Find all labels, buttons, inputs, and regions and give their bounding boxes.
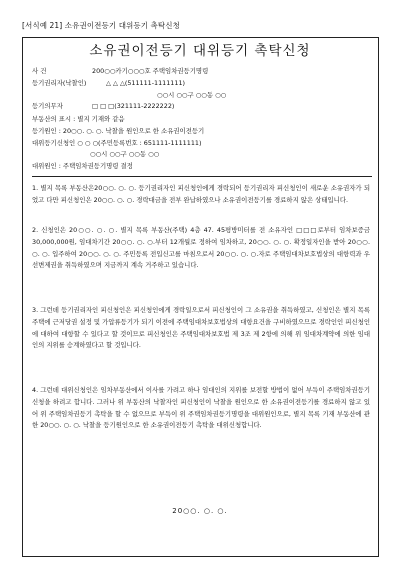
party-label: 등기권리자(낙찰인) — [32, 78, 87, 87]
party-value: ○○시 ○○구 ○○동 ○○ — [157, 90, 227, 99]
separator-line — [32, 176, 372, 177]
paragraph-1: 1. 별지 목록 부동산은20○○. ○. ○. 등기권리자인 피신청인에게 경락되어 등기권리자 피신청인이 새로운 소유권자가 되었고 다만 피신청인은 20○○. ○. ○. 경락대금을 전부 완납하였으나 소유권이전등기를 경료하지 않은 상태입니다. — [32, 184, 370, 204]
party-value: △ △ △(511111-1111111) — [106, 78, 186, 87]
form-number: [서식예 21] 소유권이전등기 대위등기 촉탁신청 — [22, 21, 180, 30]
party-label: 사 건 — [32, 67, 47, 75]
paragraph-4: 4. 그런데 대위신청인은 임차부동산에서 이사를 가려고 하나 임대인의 지위를 보전할 방법이 없어 부득이 주택임차권등기신청을 하려고 합니다. 그러나 위 부동산의 낙찰자인 피신청인이 낙찰을 원인으로 한 소유권이전등기를 경료하지 않고 있어 위 주택임차권등기 촉탁을 할 수 없으므로 부득이 위 주택임차권등기명령을 대위원인으로, 별지 목록 기재 부동산에 관한 20○○. ○. ○. 낙찰을 등기원인으로 한 소유권이전등기 촉탁을 대위신청합니다. — [32, 386, 370, 430]
party-value: □ □ □(321111-2222222) — [92, 102, 175, 111]
detail-cause: 등기원인 : 20○○. ○. ○. 낙찰을 원인으로 한 소유권이전등기 — [32, 126, 205, 135]
detail-property: 부동산의 표시 : 별지 기재와 같음 — [32, 115, 125, 123]
party-row-address — [32, 90, 226, 102]
party-row-right-holder — [32, 78, 226, 90]
details-block — [32, 114, 204, 173]
detail-applicant-address — [32, 149, 204, 161]
party-value: 200○○카기○○○호 주택임차권등기명령 — [92, 67, 209, 75]
document-title: 소유권이전등기 대위등기 촉탁신청 — [89, 43, 311, 59]
detail-subrogation-cause: 대위원인 : 주택임차권등기명령 결정 — [32, 162, 133, 171]
party-row-case — [32, 66, 226, 78]
paragraph-3: 3. 그런데 등기권리자인 피신청인은 피신청인에게 경락일으로서 피신청인이 그 소유권을 취득하였고, 신청인은 별지 목록 주택에 근저당권 설정 및 가압류등기가 되기 이전에 주택임대차보호법상의 대항요건을 구비하였으므로 경락인인 피신청인에 대하여 대항할 수 있다고 할 것이므로 피신청인은 주택임대차보호법 제 3조 제 2항에 의해 위 임대차계약에 의한 임대인의 지위를 승계하였다고 할 것입니다. — [32, 306, 370, 350]
detail-applicant-address-text: ○○시 ○○구 ○○동 ○○ — [90, 150, 160, 159]
party-row-obligor — [32, 101, 226, 113]
paragraph-2: 2. 신청인은 20○○. ○. ○. 별지 목록 부동산(주택) 4층 47. 45평방미터를 전 소유자인 □□□로부터 임차보증금 30,000,000원, 임대차기간 20○○. ○. ○.부터 12개월로 정하여 임차하고, 20○○. ○. ○. 확정일자인을 받아 20○○. ○. ○. 입주하여 20○○. ○. ○. 주민등록 전입신고를 마침으로서 20○○. ○. ○.자로 주택임대차보호법상의 대항력과 우선변제권을 취득하였으며 지금까지 계속 거주하고 있습니다. — [32, 226, 370, 270]
parties-block — [32, 66, 226, 113]
document-date: 20○○. ○. ○. — [172, 507, 228, 515]
party-label: 등기의무자 — [32, 102, 63, 111]
detail-applicant: 대위등기신청인 ○ ○ ○(주민등록번호 : 651111-1111111) — [32, 138, 202, 147]
